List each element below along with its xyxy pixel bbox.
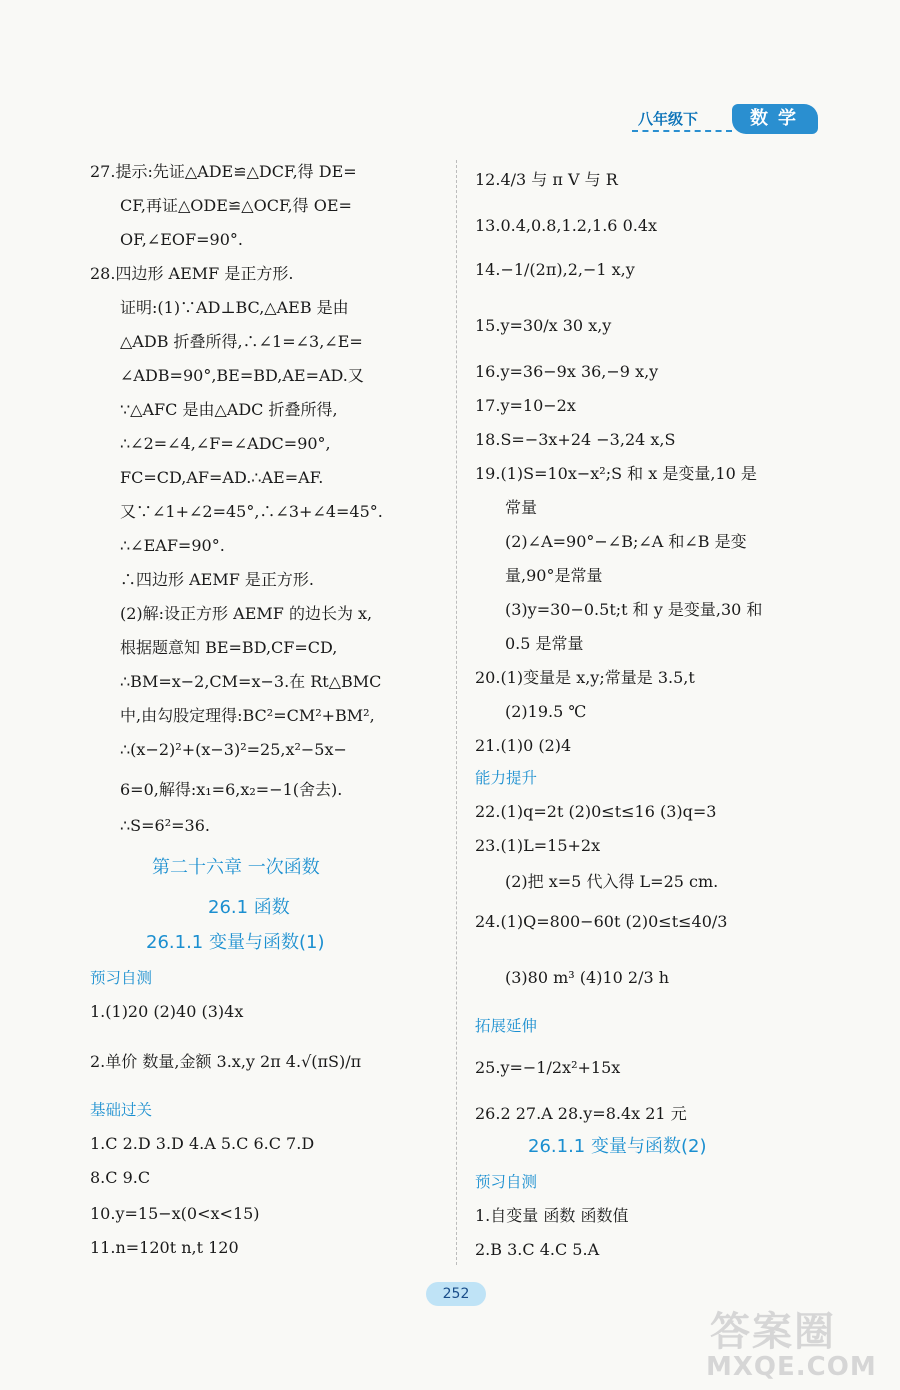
- answer-line: 16.y=36−9x 36,−9 x,y: [475, 362, 659, 381]
- answer-line: (3)80 m³ (4)10 2/3 h: [505, 968, 670, 987]
- answer-line: △ADB 折叠所得,∴∠1=∠3,∠E=: [120, 332, 363, 351]
- answer-line: CF,再证△ODE≌△OCF,得 OE=: [120, 196, 352, 215]
- answer-line: 19.(1)S=10x−x²;S 和 x 是变量,10 是: [475, 464, 757, 483]
- subheading-basic: 基础过关: [90, 1101, 153, 1119]
- answer-line: 13.0.4,0.8,1.2,1.6 0.4x: [475, 216, 658, 235]
- answer-line: 1.自变量 函数 函数值: [475, 1206, 629, 1225]
- answer-line: 10.y=15−x(0<x<15): [90, 1204, 260, 1223]
- answer-line: ∵△AFC 是由△ADC 折叠所得,: [120, 400, 338, 419]
- answer-line: 常量: [505, 498, 538, 517]
- answer-line: 1.(1)20 (2)40 (3)4x: [90, 1002, 244, 1021]
- answer-line: 18.S=−3x+24 −3,24 x,S: [475, 430, 676, 449]
- answer-line: ∴四边形 AEMF 是正方形.: [120, 570, 314, 589]
- answer-line: ∴(x−2)²+(x−3)²=25,x²−5x−: [120, 740, 347, 759]
- watermark-text: 答案圈: [710, 1309, 836, 1355]
- watermark-logo: [700, 1300, 895, 1385]
- answer-line: 0.5 是常量: [505, 634, 584, 653]
- subsection-title-2: 26.1.1 变量与函数(2): [528, 1136, 707, 1157]
- header-dash: [632, 130, 732, 132]
- answer-line: (3)y=30−0.5t;t 和 y 是变量,30 和: [505, 600, 763, 619]
- answer-line: 12.4/3 与 π V 与 R: [475, 170, 618, 189]
- answer-line: 15.y=30/x 30 x,y: [475, 316, 612, 335]
- section-title: 26.1 函数: [208, 897, 290, 918]
- answer-line: 1.C 2.D 3.D 4.A 5.C 6.C 7.D: [90, 1134, 315, 1153]
- answer-line: OF,∠EOF=90°.: [120, 230, 243, 249]
- answer-line: FC=CD,AF=AD.∴AE=AF.: [120, 468, 324, 487]
- answer-line: 27.提示:先证△ADE≌△DCF,得 DE=: [90, 162, 357, 181]
- watermark-url: MXQE.COM: [706, 1352, 877, 1382]
- answer-line: 2.单价 数量,金额 3.x,y 2π 4.√(πS)/π: [90, 1052, 362, 1071]
- answer-line: (2)∠A=90°−∠B;∠A 和∠B 是变: [505, 532, 747, 551]
- answer-line: 8.C 9.C: [90, 1168, 151, 1187]
- subheading-preview-2: 预习自测: [475, 1173, 538, 1191]
- subheading-extension: 拓展延伸: [475, 1017, 538, 1035]
- answer-line: 17.y=10−2x: [475, 396, 576, 415]
- answer-line: 23.(1)L=15+2x: [475, 836, 601, 855]
- answer-line: ∴∠2=∠4,∠F=∠ADC=90°,: [120, 434, 331, 453]
- answer-line: ∠ADB=90°,BE=BD,AE=AD.又: [120, 366, 364, 385]
- answer-line: 22.(1)q=2t (2)0≤t≤16 (3)q=3: [475, 802, 717, 821]
- answer-line: 6=0,解得:x₁=6,x₂=−1(舍去).: [120, 780, 343, 799]
- answer-line: ∴∠EAF=90°.: [120, 536, 225, 555]
- grade-label: 八年级下: [638, 110, 699, 128]
- answer-line: (2)把 x=5 代入得 L=25 cm.: [505, 872, 719, 891]
- answer-line: 26.2 27.A 28.y=8.4x 21 元: [475, 1104, 687, 1123]
- subheading-ability: 能力提升: [475, 769, 538, 787]
- subheading-preview: 预习自测: [90, 969, 153, 987]
- subsection-title: 26.1.1 变量与函数(1): [146, 932, 325, 953]
- answer-line: 2.B 3.C 4.C 5.A: [475, 1240, 600, 1259]
- answer-line: 21.(1)0 (2)4: [475, 736, 572, 755]
- answer-line: ∴BM=x−2,CM=x−3.在 Rt△BMC: [120, 672, 382, 691]
- answer-line: 根据题意知 BE=BD,CF=CD,: [120, 638, 338, 657]
- answer-line: 25.y=−1/2x²+15x: [475, 1058, 621, 1077]
- subject-badge: 数学: [732, 104, 818, 134]
- answer-line: 证明:(1)∵AD⊥BC,△AEB 是由: [120, 298, 349, 317]
- answer-line: (2)19.5 ℃: [505, 702, 587, 721]
- page-header: [632, 104, 822, 144]
- answer-line: 又∵∠1+∠2=45°,∴∠3+∠4=45°.: [120, 502, 383, 521]
- answer-line: ∴S=6²=36.: [120, 816, 210, 835]
- column-divider: [456, 160, 457, 1265]
- answer-line: 14.−1/(2π),2,−1 x,y: [475, 260, 635, 279]
- answer-line: 量,90°是常量: [505, 566, 603, 585]
- answer-line: 24.(1)Q=800−60t (2)0≤t≤40/3: [475, 912, 728, 931]
- answer-line: 11.n=120t n,t 120: [90, 1238, 239, 1257]
- chapter-title: 第二十六章 一次函数: [152, 857, 320, 878]
- page-number: 252: [426, 1282, 486, 1306]
- answer-line: 20.(1)变量是 x,y;常量是 3.5,t: [475, 668, 695, 687]
- answer-line: 28.四边形 AEMF 是正方形.: [90, 264, 294, 283]
- answer-line: (2)解:设正方形 AEMF 的边长为 x,: [120, 604, 373, 623]
- answer-line: 中,由勾股定理得:BC²=CM²+BM²,: [120, 706, 375, 725]
